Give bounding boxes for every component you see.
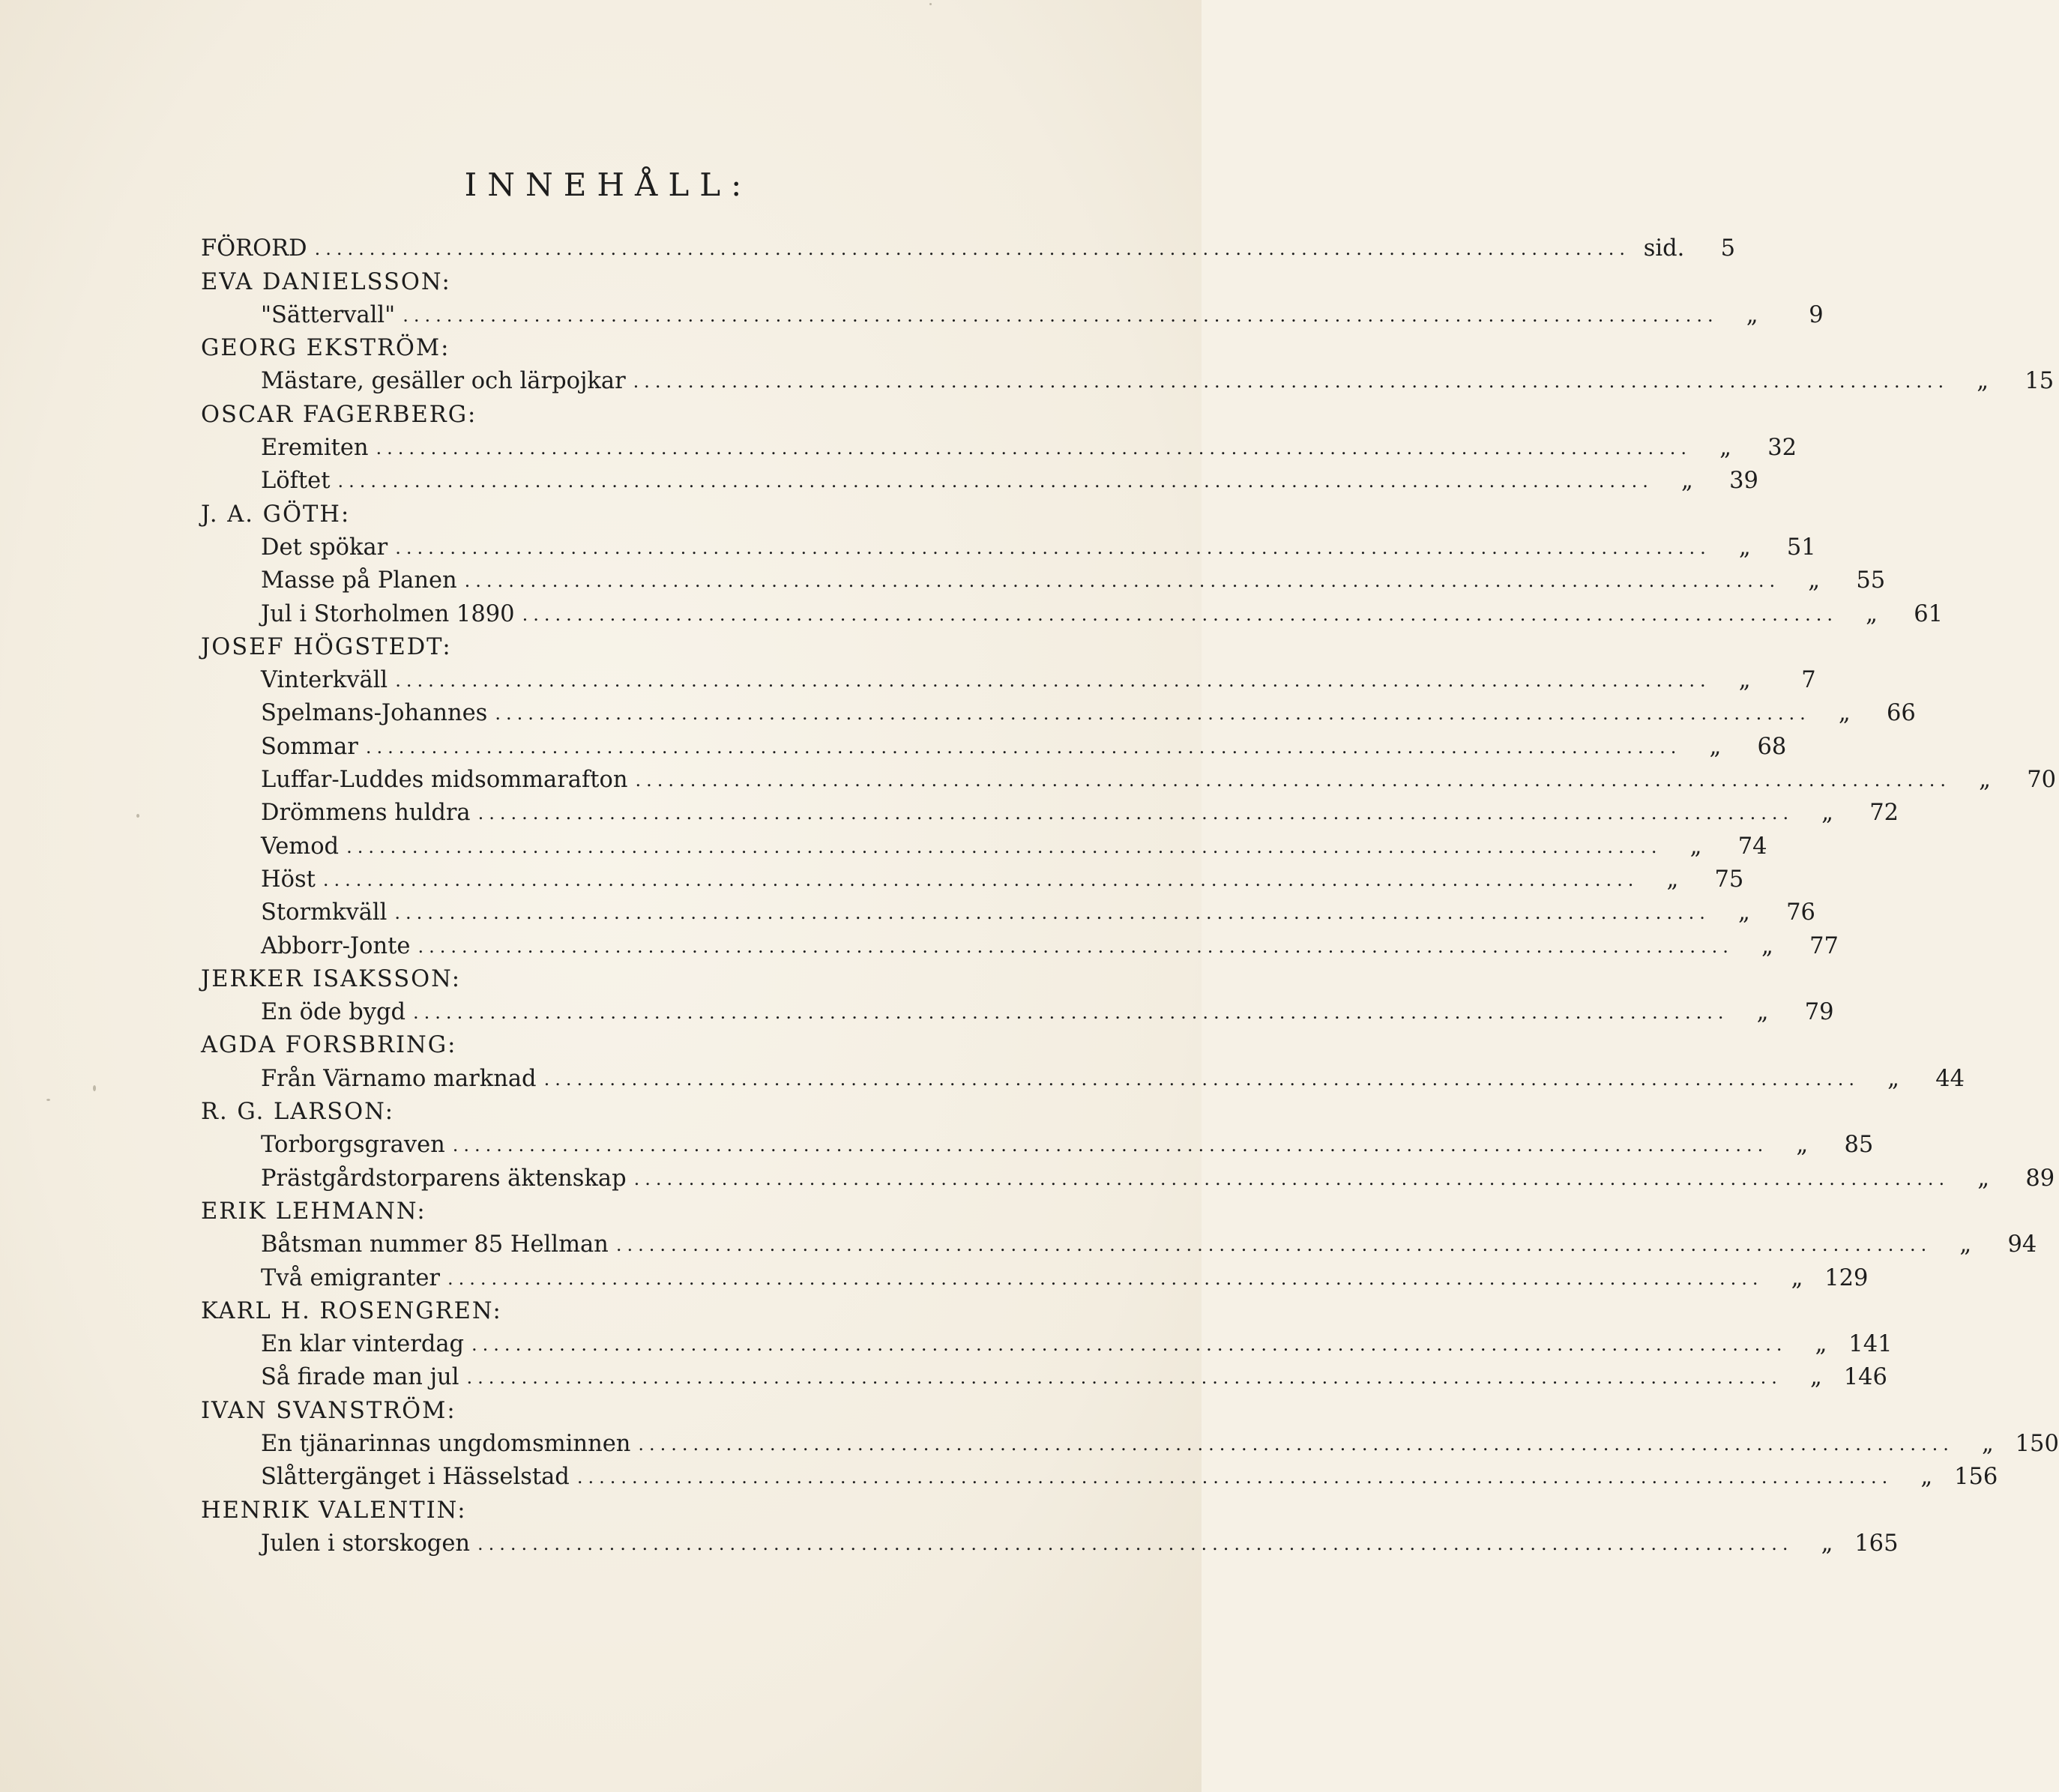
entry-title: Det spökar — [261, 534, 388, 561]
dot-leader: ........................................................................................................................ — [395, 670, 1711, 692]
author-heading — [201, 329, 1003, 362]
toc-entry — [201, 1126, 1874, 1159]
entry-title: Luffar-Luddes midsommarafton — [261, 767, 628, 794]
entry-title: Höst — [261, 866, 316, 893]
entry-title: En klar vinterdag — [261, 1331, 465, 1358]
toc-entry — [201, 893, 1815, 926]
toc-entry — [201, 1425, 2059, 1458]
author-name: J. A. GÖTH: — [201, 501, 351, 528]
entry-title: Så firade man jul — [261, 1364, 459, 1391]
ditto-mark: „ — [1815, 1331, 1827, 1358]
ditto-mark: „ — [1738, 534, 1751, 561]
entry-title: Slåttergänget i Hässelstad — [261, 1464, 570, 1491]
toc-entry — [201, 1059, 1965, 1092]
ditto-mark: sid. — [1643, 235, 1685, 262]
entry-title: En öde bygd — [261, 999, 406, 1026]
toc-entry — [201, 1225, 2037, 1258]
toc-entry — [201, 429, 1797, 462]
entry-title: Eremiten — [261, 435, 369, 462]
dot-leader: ........................................................................................................................ — [635, 770, 1952, 791]
paper-speck — [929, 3, 932, 5]
entry-title: Masse på Planen — [261, 567, 457, 594]
paper-speck — [136, 814, 139, 818]
dot-leader: ........................................................................................................................ — [477, 1533, 1794, 1554]
toc-entry — [201, 1258, 1869, 1291]
toc-entry — [201, 1358, 1887, 1391]
entry-title: Löftet — [261, 468, 331, 495]
dot-leader: ........................................................................................................................ — [543, 1068, 1860, 1090]
page-number: 9 — [1809, 301, 1824, 328]
entry-title: Båtsman nummer 85 Hellman — [261, 1231, 609, 1258]
dot-leader: ........................................................................................................................ — [395, 537, 1711, 558]
page-number: 129 — [1824, 1264, 1869, 1291]
page-number: 70 — [2027, 767, 2057, 794]
page-number: 61 — [1914, 600, 1944, 627]
entry-title: Torborgsgraven — [261, 1132, 445, 1159]
entry-title: Från Värnamo marknad — [261, 1065, 537, 1092]
dot-leader: ........................................................................................................................ — [394, 902, 1710, 924]
dot-leader: ........................................................................................................................ — [495, 703, 1811, 725]
author-heading — [201, 1192, 1003, 1225]
entry-title: Sommar — [261, 733, 358, 760]
ditto-mark: „ — [1796, 1132, 1809, 1159]
ditto-mark: „ — [1959, 1231, 1972, 1258]
toc-entry — [201, 694, 1916, 727]
page-number: 15 — [2025, 368, 2055, 395]
page-number: 85 — [1844, 1132, 1874, 1159]
entry-title: Mästare, gesäller och lärpojkar — [261, 368, 626, 395]
author-name: EVA DANIELSSON: — [201, 268, 451, 295]
page-number: 79 — [1804, 999, 1834, 1026]
page-number: 44 — [1935, 1065, 1965, 1092]
ditto-mark: „ — [1761, 932, 1773, 959]
ditto-mark: „ — [1979, 767, 1991, 794]
dot-leader: ........................................................................................................................ — [417, 935, 1734, 957]
dot-leader: ........................................................................................................................ — [346, 836, 1662, 857]
toc-entry — [201, 594, 1944, 627]
author-heading — [201, 628, 1003, 661]
entry-title: Spelmans-Johannes — [261, 700, 488, 727]
entry-title: "Sättervall" — [261, 301, 396, 328]
ditto-mark: „ — [1689, 833, 1702, 860]
entry-title: Drömmens huldra — [261, 800, 471, 827]
author-heading — [201, 1391, 1003, 1424]
toc-entry — [201, 528, 1816, 561]
ditto-mark: „ — [1666, 866, 1679, 893]
dot-leader: ........................................................................................................................ — [403, 304, 1719, 326]
ditto-mark: „ — [1737, 899, 1750, 926]
entry-title: Vinterkväll — [261, 667, 388, 694]
author-name: ERIK LEHMANN: — [201, 1198, 426, 1225]
entry-title: Julen i storskogen — [261, 1530, 471, 1557]
toc-entry — [201, 462, 1758, 495]
author-name: JERKER ISAKSSON: — [201, 965, 462, 992]
author-name: KARL H. ROSENGREN: — [201, 1297, 502, 1324]
ditto-mark: „ — [1810, 1364, 1822, 1391]
page-number: 39 — [1729, 468, 1758, 495]
entry-title: Stormkväll — [261, 899, 388, 926]
dot-leader: ........................................................................................................................ — [447, 1267, 1764, 1289]
ditto-mark: „ — [1981, 1430, 1994, 1457]
toc-entry — [201, 561, 1886, 594]
toc-entry — [201, 993, 1834, 1026]
ditto-mark: „ — [1738, 667, 1751, 694]
ditto-mark: „ — [1808, 567, 1821, 594]
author-name: AGDA FORSBRING: — [201, 1032, 457, 1059]
dot-leader: ........................................................................................................................ — [576, 1467, 1893, 1488]
paper-speck — [46, 1099, 50, 1101]
ditto-mark: „ — [1838, 700, 1851, 727]
page-number: 77 — [1809, 932, 1839, 959]
page-number: 5 — [1720, 235, 1736, 262]
ditto-mark: „ — [1791, 1264, 1803, 1291]
author-name: OSCAR FAGERBERG: — [201, 401, 477, 428]
dot-leader: ........................................................................................................................ — [322, 869, 1639, 890]
toc-entry — [201, 860, 1744, 893]
author-name: HENRIK VALENTIN: — [201, 1497, 467, 1524]
page-number: 68 — [1757, 733, 1787, 760]
ditto-mark: „ — [1920, 1464, 1933, 1491]
author-heading — [201, 1026, 1003, 1059]
page-number: 146 — [1843, 1364, 1887, 1391]
dot-leader: ........................................................................................................................ — [522, 603, 1839, 625]
page-number: 156 — [1954, 1464, 1998, 1491]
ditto-mark: „ — [1887, 1065, 1899, 1092]
author-heading — [201, 1491, 1003, 1524]
toc-entry — [201, 727, 1787, 760]
dot-leader: ........................................................................................................................ — [365, 736, 1682, 758]
entry-title: Vemod — [261, 833, 340, 860]
ditto-mark: „ — [1746, 301, 1758, 328]
entry-title: Abborr-Jonte — [261, 932, 411, 959]
dot-leader: ........................................................................................................................ — [452, 1135, 1769, 1156]
page-title: INNEHÅLL: — [464, 166, 753, 203]
dot-leader: ........................................................................................................................ — [633, 1168, 1950, 1189]
page-number: 74 — [1737, 833, 1767, 860]
toc-entry — [201, 761, 2057, 794]
entry-title: Två emigranter — [261, 1264, 440, 1291]
author-name: GEORG EKSTRÖM: — [201, 335, 450, 362]
ditto-mark: „ — [1756, 999, 1769, 1026]
author-heading — [201, 395, 1003, 428]
author-heading — [201, 1093, 1003, 1126]
entry-title: Prästgårdstorparens äktenskap — [261, 1165, 627, 1192]
entry-title: FÖRORD — [201, 235, 307, 262]
page-number: 55 — [1856, 567, 1886, 594]
page-number: 32 — [1767, 435, 1797, 462]
page-number: 72 — [1869, 800, 1899, 827]
page-number: 94 — [2007, 1231, 2037, 1258]
page-number: 51 — [1786, 534, 1816, 561]
author-name: R. G. LARSON: — [201, 1099, 395, 1126]
dot-leader: ........................................................................................................................ — [314, 238, 1631, 260]
dot-leader: ........................................................................................................................ — [337, 471, 1653, 492]
ditto-mark: „ — [1977, 368, 1989, 395]
ditto-mark: „ — [1709, 733, 1722, 760]
toc-entry — [201, 926, 1839, 959]
page-number: 66 — [1887, 700, 1916, 727]
dot-leader: ........................................................................................................................ — [615, 1234, 1932, 1256]
dot-leader: ........................................................................................................................ — [471, 1334, 1788, 1356]
author-heading — [201, 960, 1003, 993]
author-heading — [201, 262, 1003, 295]
toc-entry — [201, 229, 1736, 262]
dot-leader: ........................................................................................................................ — [466, 1367, 1782, 1389]
page-number: 165 — [1854, 1530, 1899, 1557]
page-number: 150 — [2015, 1430, 2059, 1457]
dot-leader: ........................................................................................................................ — [464, 570, 1781, 592]
dot-leader: ........................................................................................................................ — [477, 803, 1794, 824]
toc-entry — [201, 1325, 1893, 1358]
page-number: 7 — [1801, 667, 1816, 694]
toc-entry — [201, 362, 2055, 395]
toc-entry — [201, 827, 1767, 860]
toc-entry — [201, 296, 1824, 329]
author-name: IVAN SVANSTRÖM: — [201, 1397, 456, 1424]
dot-leader: ........................................................................................................................ — [633, 371, 1950, 393]
page-number: 75 — [1714, 866, 1744, 893]
ditto-mark: „ — [1977, 1165, 1990, 1192]
table-of-contents — [201, 229, 2059, 1557]
author-heading — [201, 495, 1003, 528]
toc-entry — [201, 1159, 2055, 1192]
entry-title: En tjänarinnas ungdomsminnen — [261, 1430, 631, 1457]
ditto-mark: „ — [1821, 800, 1833, 827]
paper-speck — [93, 1085, 96, 1091]
page-number: 141 — [1848, 1331, 1893, 1358]
ditto-mark: „ — [1866, 600, 1878, 627]
page-number: 76 — [1786, 899, 1815, 926]
author-name: JOSEF HÖGSTEDT: — [201, 633, 452, 660]
dot-leader: ........................................................................................................................ — [413, 1002, 1729, 1024]
author-heading — [201, 1292, 1003, 1325]
page-number: 89 — [2025, 1165, 2055, 1192]
ditto-mark: „ — [1681, 468, 1693, 495]
ditto-mark: „ — [1821, 1530, 1833, 1557]
toc-entry — [201, 1524, 1899, 1557]
toc-entry — [201, 1458, 1998, 1491]
entry-title: Jul i Storholmen 1890 — [261, 600, 515, 627]
toc-entry — [201, 794, 1899, 827]
dot-leader: ........................................................................................................................ — [638, 1433, 1954, 1455]
ditto-mark: „ — [1719, 435, 1731, 462]
dot-leader: ........................................................................................................................ — [376, 438, 1692, 459]
toc-entry — [201, 661, 1816, 694]
